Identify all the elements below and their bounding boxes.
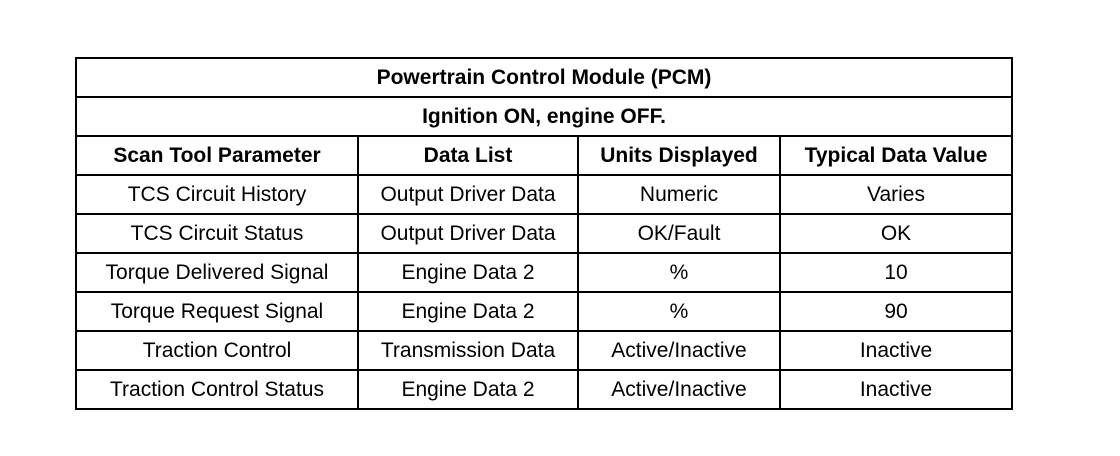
cell-scan-tool-parameter: Torque Delivered Signal bbox=[76, 253, 358, 292]
table-title-row bbox=[76, 58, 1012, 97]
cell-units-displayed: OK/Fault bbox=[578, 214, 780, 253]
column-header-units-displayed: Units Displayed bbox=[578, 136, 780, 175]
table-row bbox=[76, 370, 1012, 409]
cell-units-displayed: % bbox=[578, 292, 780, 331]
column-header-typical-data-value: Typical Data Value bbox=[780, 136, 1012, 175]
cell-data-list: Engine Data 2 bbox=[358, 370, 578, 409]
table-subtitle: Ignition ON, engine OFF. bbox=[76, 97, 1012, 136]
cell-scan-tool-parameter: Traction Control Status bbox=[76, 370, 358, 409]
table-row bbox=[76, 214, 1012, 253]
cell-scan-tool-parameter: TCS Circuit Status bbox=[76, 214, 358, 253]
column-header-data-list: Data List bbox=[358, 136, 578, 175]
cell-data-list: Engine Data 2 bbox=[358, 292, 578, 331]
table-row bbox=[76, 292, 1012, 331]
cell-typical-data-value: 90 bbox=[780, 292, 1012, 331]
cell-scan-tool-parameter: TCS Circuit History bbox=[76, 175, 358, 214]
cell-typical-data-value: OK bbox=[780, 214, 1012, 253]
cell-data-list: Output Driver Data bbox=[358, 214, 578, 253]
cell-typical-data-value: Varies bbox=[780, 175, 1012, 214]
cell-scan-tool-parameter: Torque Request Signal bbox=[76, 292, 358, 331]
table-row bbox=[76, 253, 1012, 292]
table-subtitle-row bbox=[76, 97, 1012, 136]
table-title: Powertrain Control Module (PCM) bbox=[76, 58, 1012, 97]
table-header-row bbox=[76, 136, 1012, 175]
cell-units-displayed: Active/Inactive bbox=[578, 370, 780, 409]
cell-data-list: Transmission Data bbox=[358, 331, 578, 370]
cell-units-displayed: Numeric bbox=[578, 175, 780, 214]
column-header-scan-tool-parameter: Scan Tool Parameter bbox=[76, 136, 358, 175]
cell-units-displayed: Active/Inactive bbox=[578, 331, 780, 370]
cell-typical-data-value: Inactive bbox=[780, 331, 1012, 370]
cell-scan-tool-parameter: Traction Control bbox=[76, 331, 358, 370]
table-row bbox=[76, 331, 1012, 370]
pcm-data-table bbox=[75, 57, 1013, 410]
cell-units-displayed: % bbox=[578, 253, 780, 292]
cell-typical-data-value: Inactive bbox=[780, 370, 1012, 409]
cell-typical-data-value: 10 bbox=[780, 253, 1012, 292]
table-row bbox=[76, 175, 1012, 214]
cell-data-list: Engine Data 2 bbox=[358, 253, 578, 292]
cell-data-list: Output Driver Data bbox=[358, 175, 578, 214]
